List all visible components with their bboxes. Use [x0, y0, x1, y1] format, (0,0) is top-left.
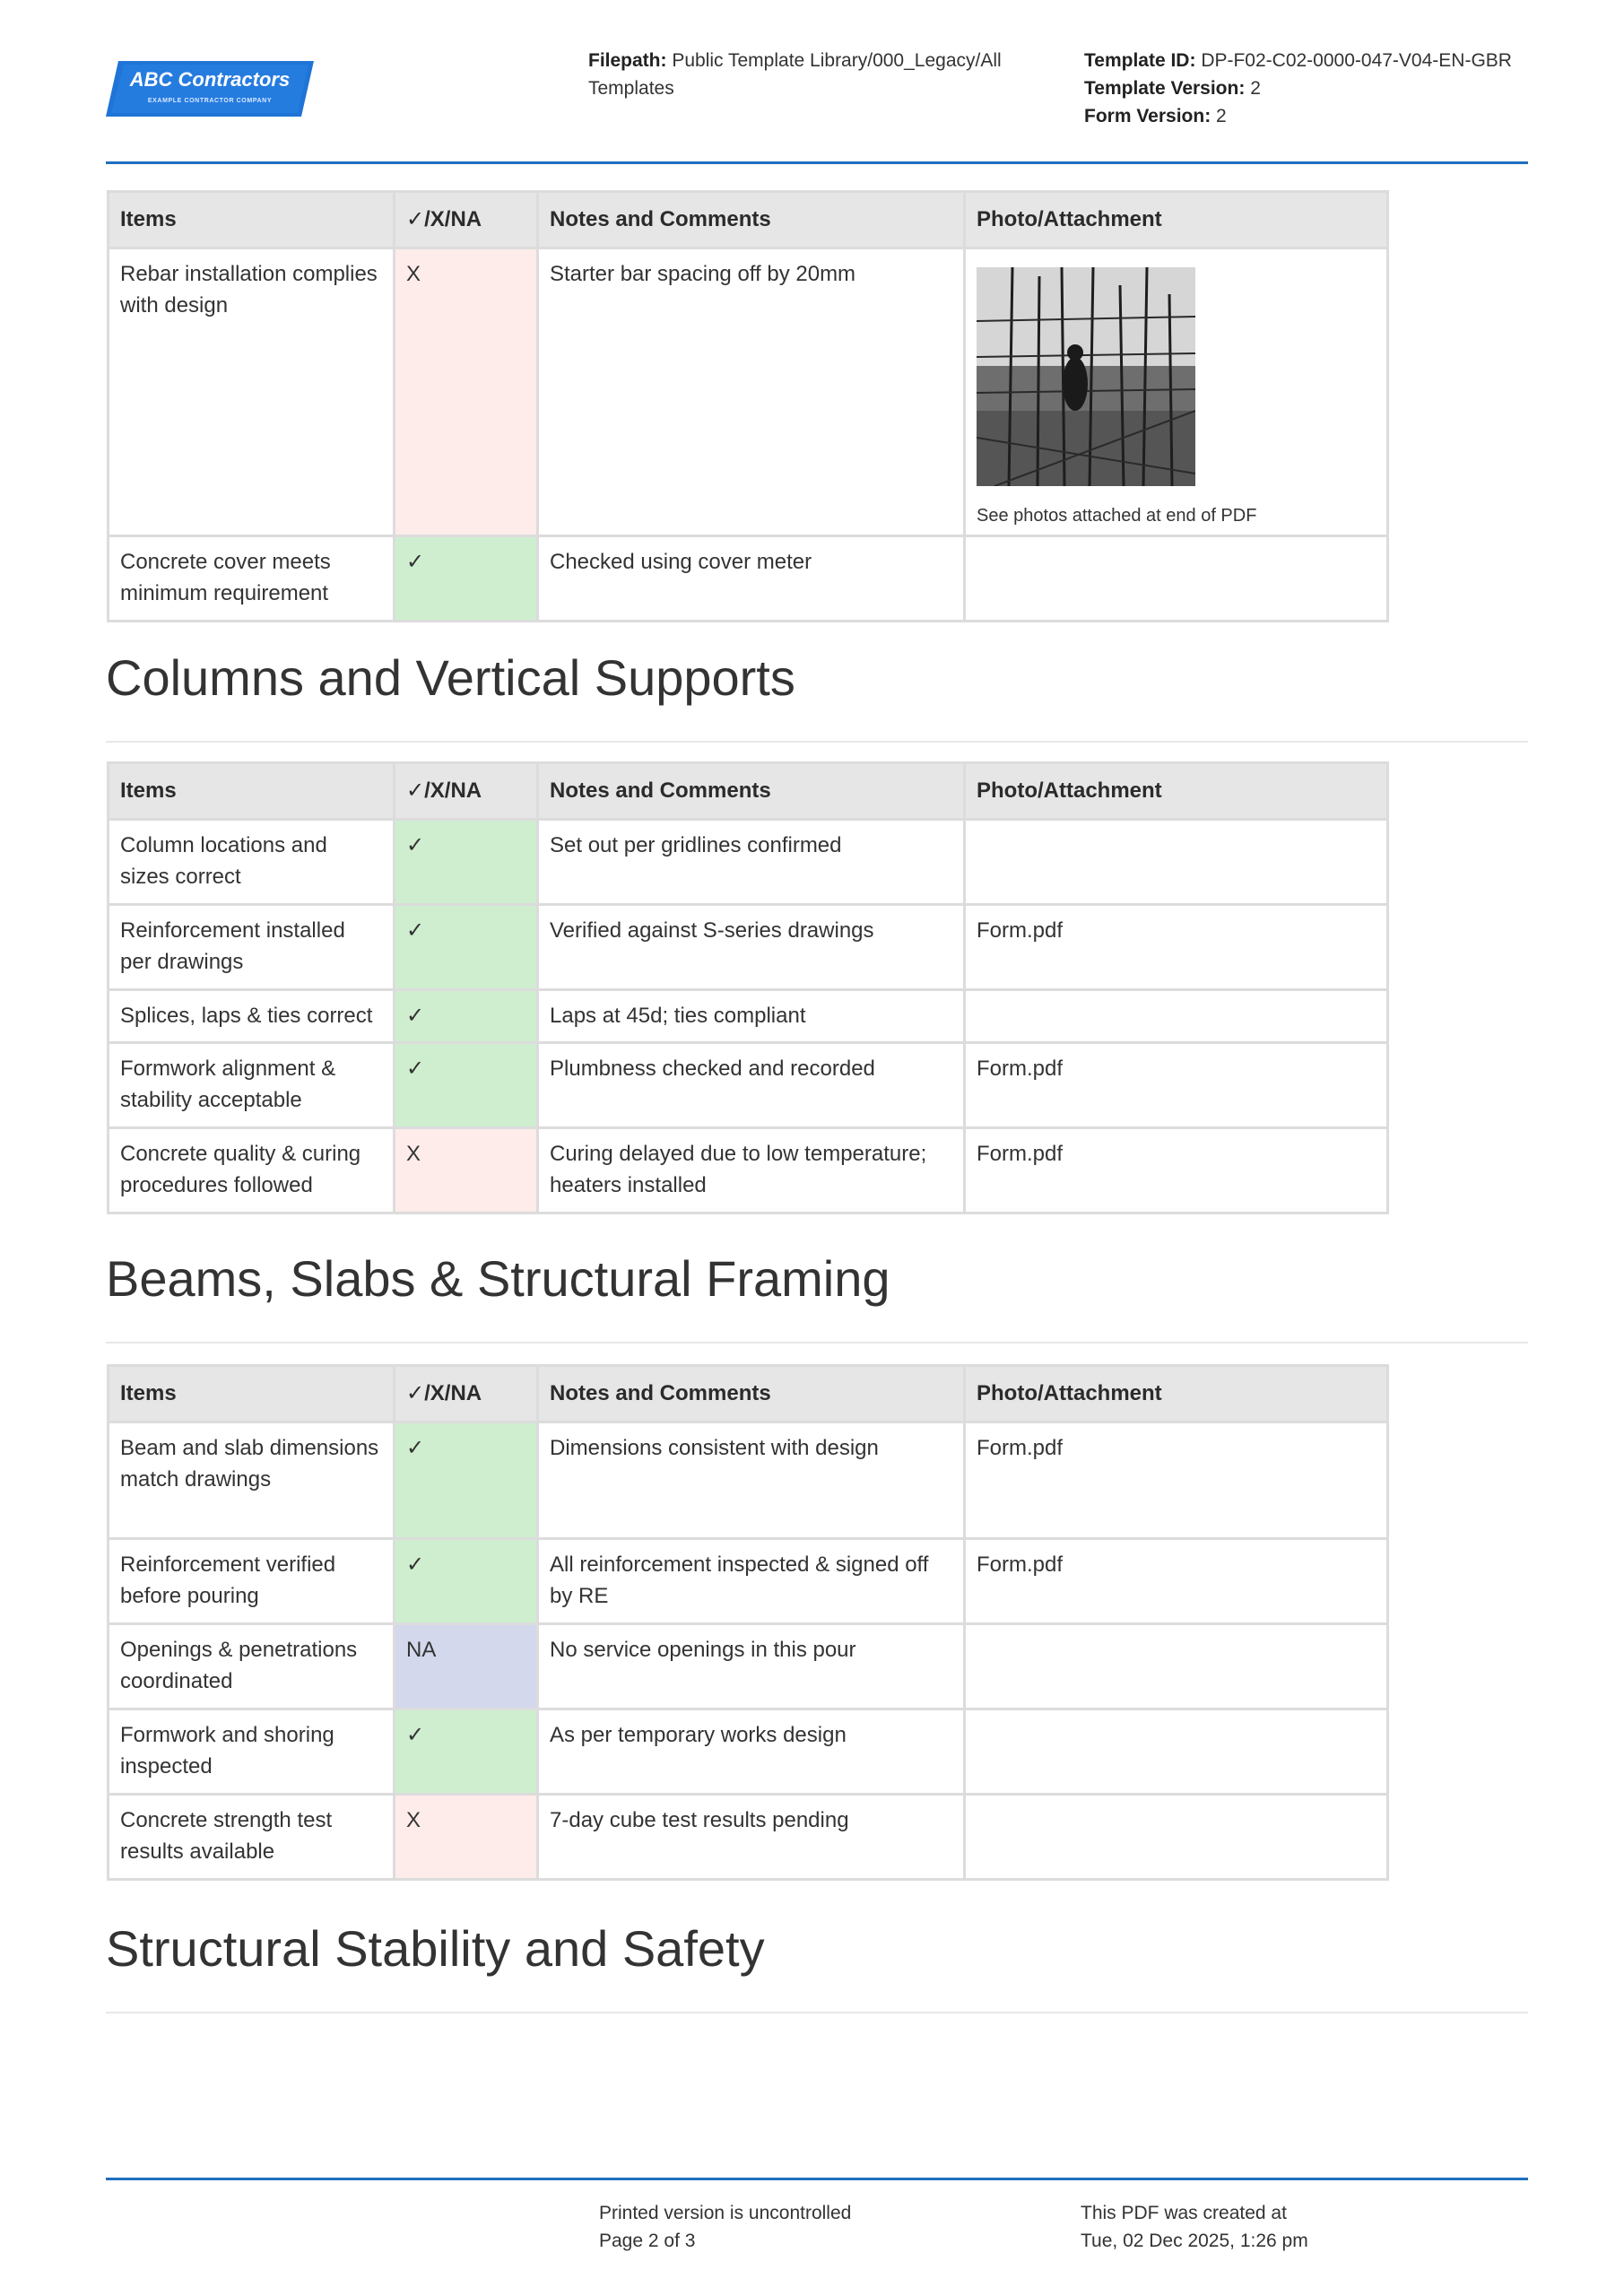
item-cell: Column locations and sizes correct — [109, 820, 395, 905]
status-cell: ✓ — [395, 1709, 538, 1795]
section-divider — [106, 741, 1528, 743]
notes-cell: Starter bar spacing off by 20mm — [538, 248, 965, 536]
attachment-link[interactable]: Form.pdf — [965, 1422, 1388, 1539]
notes-cell: Verified against S-series drawings — [538, 905, 965, 990]
table-row — [109, 990, 1388, 1043]
status-cell: X — [395, 1795, 538, 1880]
column-header-photo: Photo/Attachment — [965, 1366, 1388, 1422]
table-row — [109, 248, 1388, 536]
inspection-table-continued — [107, 190, 1389, 622]
column-header-status: ✓/X/NA — [395, 192, 538, 248]
status-cell: ✓ — [395, 990, 538, 1043]
template-version-label: Template Version: — [1084, 78, 1246, 99]
company-logo — [106, 59, 314, 118]
notes-cell: As per temporary works design — [538, 1709, 965, 1795]
section-title-columns: Columns and Vertical Supports — [106, 649, 795, 706]
form-version-line — [1084, 102, 1586, 130]
company-logo-graphic — [106, 59, 314, 118]
template-id-label: Template ID: — [1084, 50, 1196, 71]
column-header-notes: Notes and Comments — [538, 1366, 965, 1422]
notes-cell: No service openings in this pour — [538, 1624, 965, 1709]
attachment-link[interactable]: Form.pdf — [965, 1539, 1388, 1624]
notes-cell: All reinforcement inspected & signed off by RE — [538, 1539, 965, 1624]
header-divider — [106, 161, 1528, 164]
template-id-line — [1084, 47, 1586, 74]
column-header-photo: Photo/Attachment — [965, 192, 1388, 248]
form-version-label: Form Version: — [1084, 106, 1211, 126]
item-cell: Formwork and shoring inspected — [109, 1709, 395, 1795]
template-version-line — [1084, 74, 1586, 102]
filepath-value: Public Template Library/000_Legacy/All Templates — [588, 50, 1002, 99]
status-cell: ✓ — [395, 1539, 538, 1624]
attachment-cell — [965, 1795, 1388, 1880]
status-cell: ✓ — [395, 536, 538, 622]
table-header-row — [109, 1366, 1388, 1422]
logo-subtext: EXAMPLE CONTRACTOR COMPANY — [147, 98, 273, 104]
item-cell: Reinforcement verified before pouring — [109, 1539, 395, 1624]
item-cell: Reinforcement installed per drawings — [109, 905, 395, 990]
table-row — [109, 905, 1388, 990]
table-header-row — [109, 192, 1388, 248]
status-cell: ✓ — [395, 1422, 538, 1539]
section-title-stability: Structural Stability and Safety — [106, 1920, 765, 1977]
table-row — [109, 1709, 1388, 1795]
notes-cell: Set out per gridlines confirmed — [538, 820, 965, 905]
footer-page-info — [599, 2199, 976, 2255]
columns-table — [107, 761, 1389, 1214]
item-cell: Splices, laps & ties correct — [109, 990, 395, 1043]
table-row — [109, 536, 1388, 622]
table-row — [109, 1043, 1388, 1128]
attachment-cell — [965, 990, 1388, 1043]
attachment-cell — [965, 1709, 1388, 1795]
item-cell: Openings & penetrations coordinated — [109, 1624, 395, 1709]
notes-cell: 7-day cube test results pending — [538, 1795, 965, 1880]
status-cell: ✓ — [395, 905, 538, 990]
table-header-row — [109, 763, 1388, 820]
column-header-items: Items — [109, 763, 395, 820]
footer-created-info — [1081, 2199, 1511, 2255]
column-header-photo: Photo/Attachment — [965, 763, 1388, 820]
item-cell: Concrete cover meets minimum requirement — [109, 536, 395, 622]
table-row — [109, 820, 1388, 905]
item-cell: Formwork alignment & stability acceptable — [109, 1043, 395, 1128]
attachment-cell — [965, 820, 1388, 905]
notes-cell: Checked using cover meter — [538, 536, 965, 622]
section-divider — [106, 1342, 1528, 1344]
notes-cell: Dimensions consistent with design — [538, 1422, 965, 1539]
table-row — [109, 1422, 1388, 1539]
template-version-value: 2 — [1250, 78, 1261, 99]
section-title-beams: Beams, Slabs & Structural Framing — [106, 1250, 890, 1307]
rebar-site-photo[interactable] — [977, 267, 1195, 486]
column-header-notes: Notes and Comments — [538, 763, 965, 820]
attachment-link[interactable]: Form.pdf — [965, 905, 1388, 990]
column-header-status: ✓/X/NA — [395, 1366, 538, 1422]
photo-caption: See photos attached at end of PDF — [977, 506, 1257, 526]
status-cell: X — [395, 1128, 538, 1213]
attachment-cell — [965, 1624, 1388, 1709]
column-header-items: Items — [109, 192, 395, 248]
notes-cell: Curing delayed due to low temperature; heaters installed — [538, 1128, 965, 1213]
section-divider — [106, 2012, 1528, 2013]
item-cell: Concrete strength test results available — [109, 1795, 395, 1880]
table-row — [109, 1128, 1388, 1213]
item-cell: Rebar installation complies with design — [109, 248, 395, 536]
notes-cell: Laps at 45d; ties compliant — [538, 990, 965, 1043]
column-header-items: Items — [109, 1366, 395, 1422]
footer-divider — [106, 2178, 1528, 2180]
filepath-label: Filepath: — [588, 50, 667, 71]
attachment-cell — [965, 536, 1388, 622]
column-header-status: ✓/X/NA — [395, 763, 538, 820]
page-number: Page 2 of 3 — [599, 2231, 696, 2251]
status-cell: ✓ — [395, 1043, 538, 1128]
status-cell: X — [395, 248, 538, 536]
template-info-block — [1084, 47, 1586, 130]
item-cell: Beam and slab dimensions match drawings — [109, 1422, 395, 1539]
item-cell: Concrete quality & curing procedures followed — [109, 1128, 395, 1213]
filepath-block — [588, 47, 1037, 102]
template-id-value: DP-F02-C02-0000-047-V04-EN-GBR — [1201, 50, 1512, 71]
column-header-notes: Notes and Comments — [538, 192, 965, 248]
logo-text: ABC Contractors — [129, 68, 291, 91]
table-row — [109, 1624, 1388, 1709]
attachment-link[interactable]: Form.pdf — [965, 1128, 1388, 1213]
form-version-value: 2 — [1216, 106, 1227, 126]
created-date: Tue, 02 Dec 2025, 1:26 pm — [1081, 2231, 1308, 2251]
table-row — [109, 1795, 1388, 1880]
notes-cell: Plumbness checked and recorded — [538, 1043, 965, 1128]
beams-table — [107, 1364, 1389, 1881]
status-cell: NA — [395, 1624, 538, 1709]
table-row — [109, 1539, 1388, 1624]
photo-cell — [965, 248, 1388, 536]
photo-container — [977, 258, 1376, 527]
uncontrolled-notice: Printed version is uncontrolled — [599, 2203, 852, 2223]
attachment-link[interactable]: Form.pdf — [965, 1043, 1388, 1128]
status-cell: ✓ — [395, 820, 538, 905]
created-label: This PDF was created at — [1081, 2203, 1287, 2223]
